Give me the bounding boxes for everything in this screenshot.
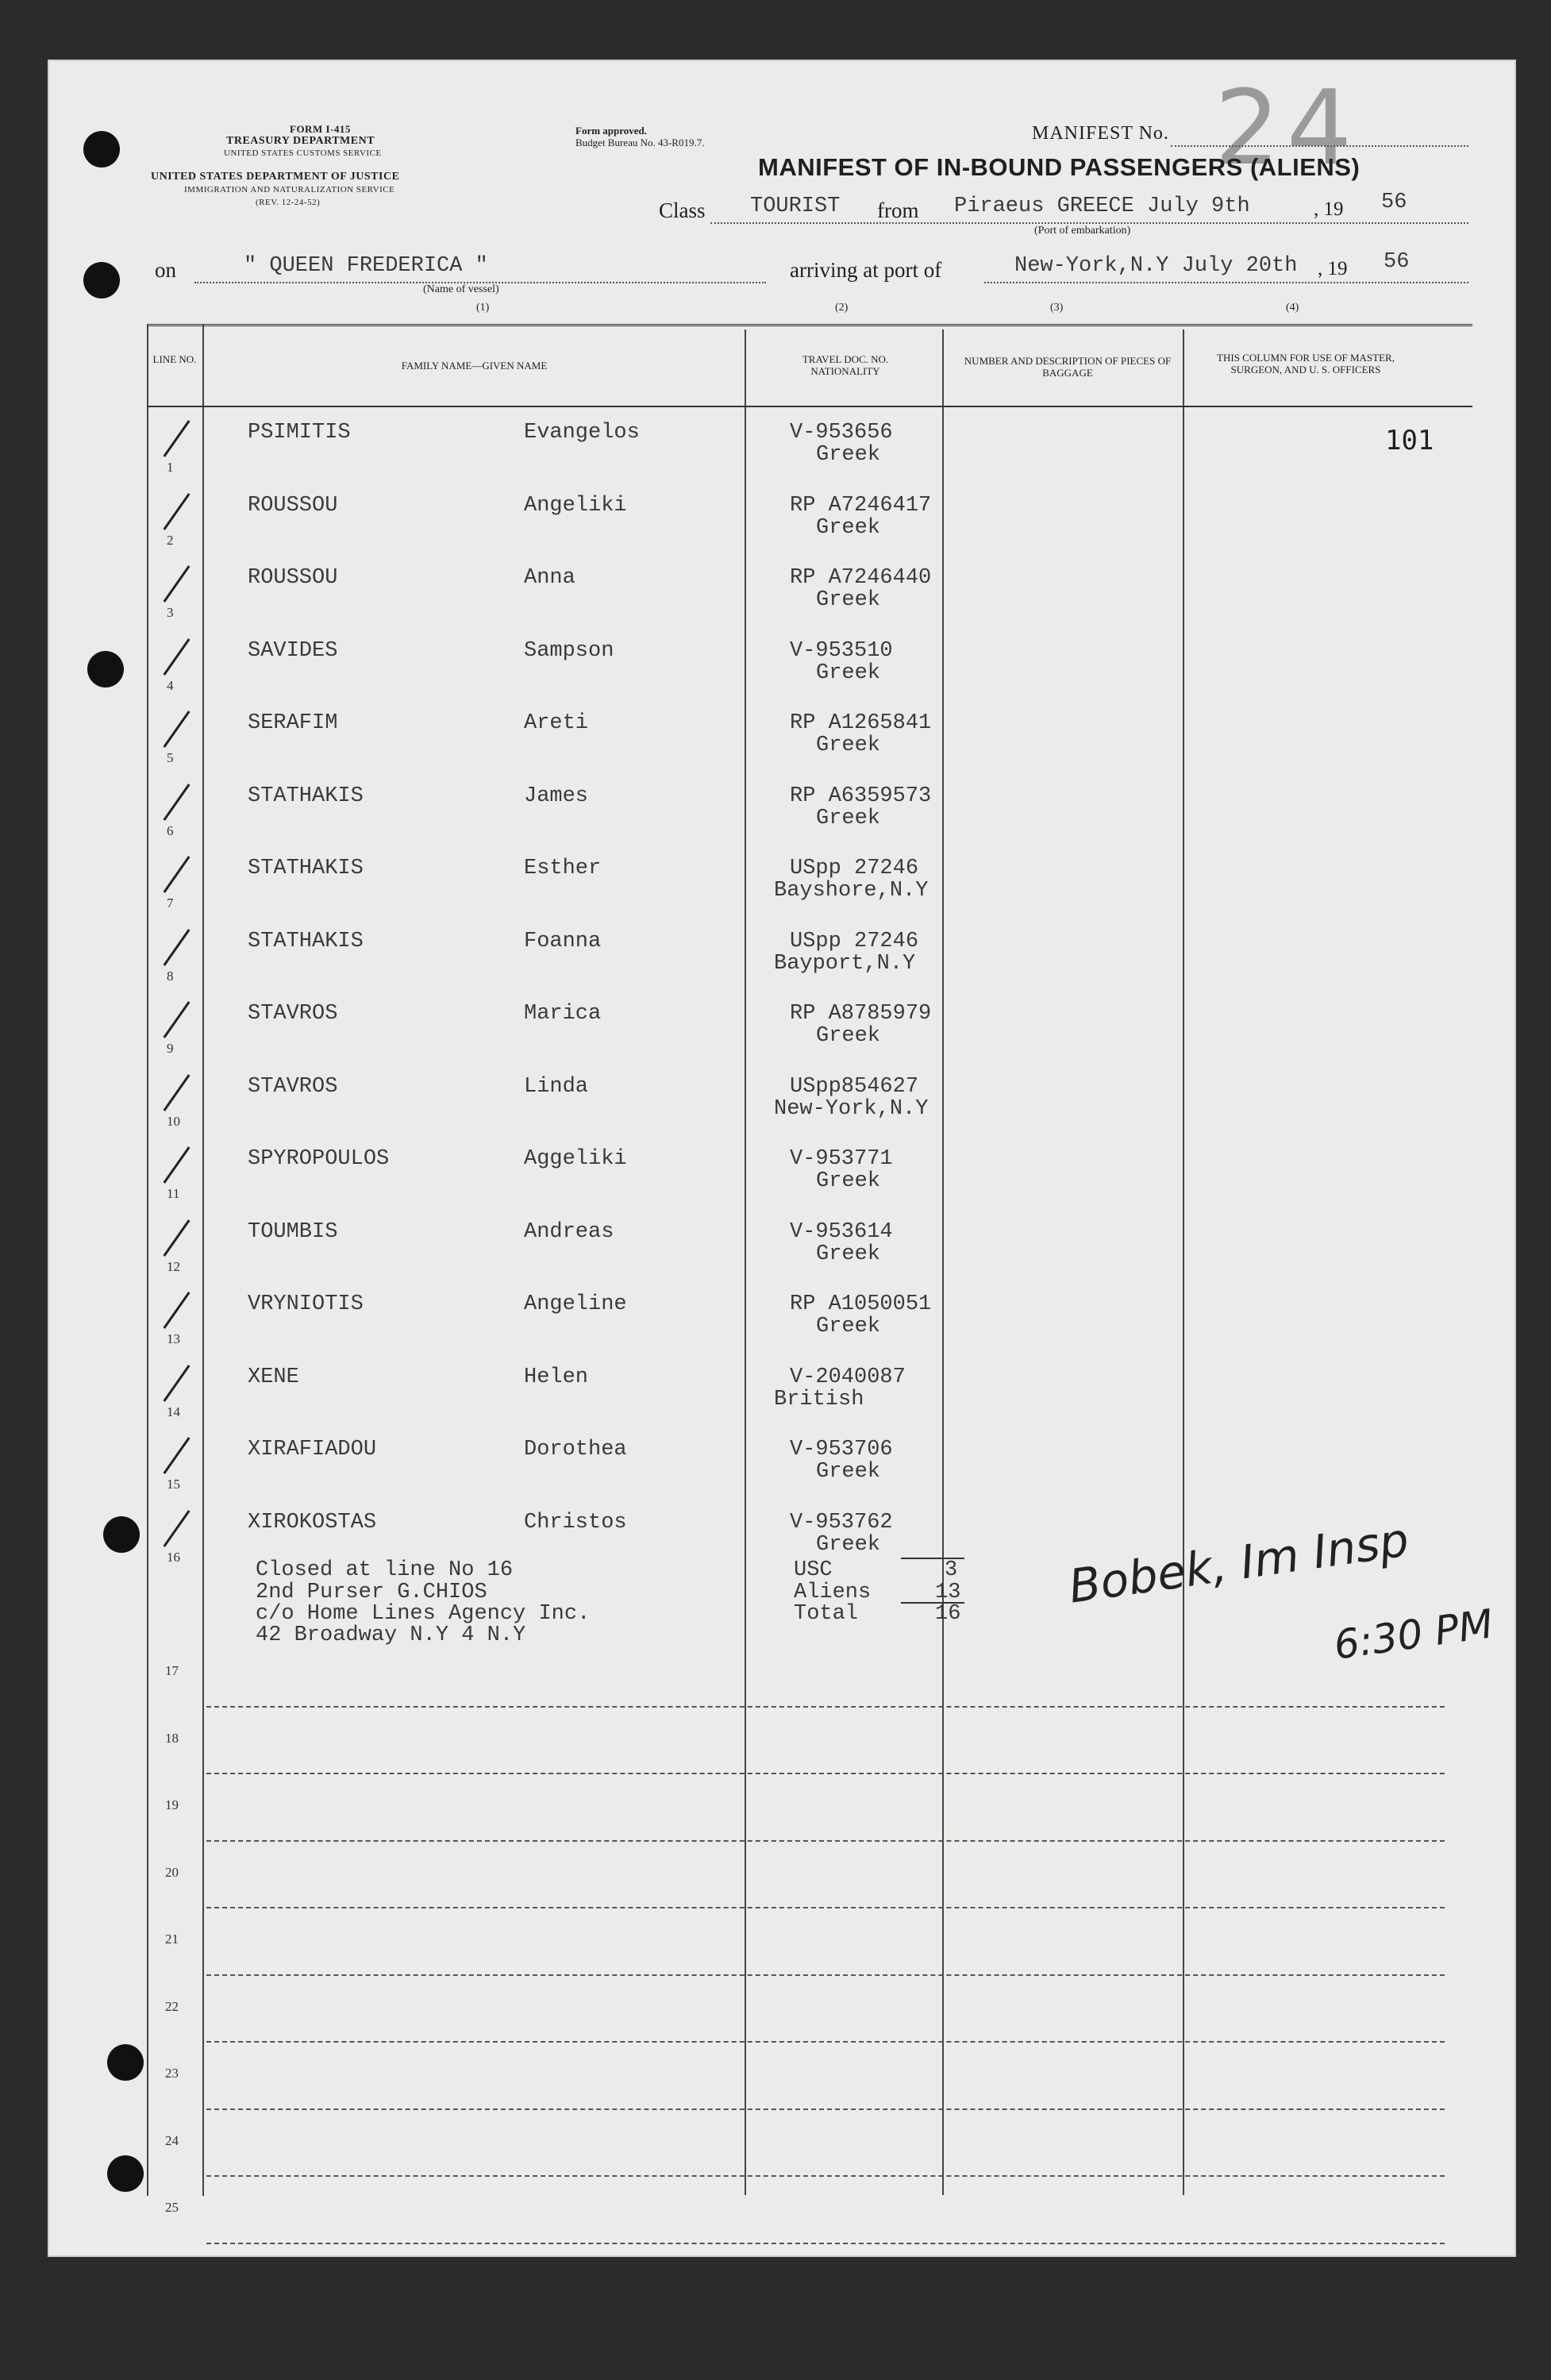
given-name: Esther (524, 857, 602, 880)
given-name: Dorothea (524, 1438, 627, 1462)
totals-rule (901, 1558, 964, 1559)
arrival-underline (984, 282, 1468, 283)
family-name: VRYNIOTIS (248, 1292, 364, 1316)
col-num-2: (2) (835, 302, 849, 314)
row-rule (206, 1840, 1445, 1842)
row-rule (206, 2175, 1445, 2177)
nationality: Greek (816, 660, 881, 685)
on-label: on (155, 258, 176, 282)
row-rule (206, 2041, 1445, 2043)
total-value: 3 (945, 1558, 958, 1582)
given-name: Angeline (524, 1292, 627, 1316)
travel-doc: V-2040087 (790, 1365, 906, 1389)
closing-line: 42 Broadway N.Y 4 N.Y (256, 1623, 526, 1647)
nationality: Bayport,N.Y (774, 951, 916, 976)
check-mark (163, 493, 190, 530)
line-number: 8 (167, 968, 174, 984)
travel-doc: V-953656 (790, 421, 893, 445)
line-number: 12 (167, 1258, 180, 1274)
nationality: Greek (816, 1024, 881, 1048)
form-number: FORM I-415 (290, 123, 351, 135)
line-number: 17 (165, 1663, 179, 1678)
col-head-line: LINE NO. (152, 353, 197, 365)
family-name: SAVIDES (248, 638, 338, 663)
punch-hole (87, 651, 124, 687)
line-number: 16 (167, 1549, 180, 1565)
justice-dept: UNITED STATES DEPARTMENT OF JUSTICE (151, 171, 400, 183)
family-name: PSIMITIS (248, 421, 351, 445)
manifest-sheet (48, 60, 1516, 2257)
row-rule (206, 1773, 1445, 1774)
travel-doc: RP A6359573 (790, 784, 932, 808)
given-name: Aggeliki (524, 1147, 627, 1171)
vessel-name: " QUEEN FREDERICA " (244, 254, 488, 278)
line-number: 13 (167, 1331, 180, 1346)
nationality: Bayshore,N.Y (774, 879, 929, 903)
given-name: Andreas (524, 1219, 614, 1244)
given-name: Foanna (524, 929, 602, 953)
line-number: 5 (167, 750, 174, 765)
family-name: XENE (248, 1365, 299, 1389)
port-caption: (Port of embarkation) (1034, 225, 1131, 237)
check-mark (163, 856, 190, 893)
punch-hole (83, 131, 120, 168)
punch-hole (103, 1516, 140, 1553)
total-label: USC (794, 1558, 833, 1582)
line-number: 14 (167, 1404, 180, 1419)
row-rule (206, 2243, 1445, 2244)
check-mark (163, 711, 190, 748)
vessel-caption: (Name of vessel) (423, 283, 499, 295)
line-number: 4 (167, 677, 174, 693)
family-name: TOUMBIS (248, 1219, 338, 1244)
check-mark (163, 565, 190, 603)
closing-line: c/o Home Lines Agency Inc. (256, 1602, 591, 1626)
totals-rule (901, 1602, 964, 1604)
travel-doc: USpp854627 (790, 1074, 919, 1099)
name-col-divider (745, 329, 746, 2195)
line-number: 21 (165, 1931, 179, 1947)
given-name: Angeliki (524, 493, 627, 518)
travel-doc: V-953706 (790, 1438, 893, 1462)
line-number: 9 (167, 1041, 174, 1056)
col-head-officers: THIS COLUMN FOR USE OF MASTER, SURGEON, AND U. S. OFFICERS (1217, 352, 1395, 375)
closing-line: 2nd Purser G.CHIOS (256, 1581, 487, 1604)
manifest-no-underline (1171, 145, 1468, 147)
col-num-1: (1) (476, 302, 490, 314)
line-number: 22 (165, 1998, 179, 2014)
travel-doc: RP A7246440 (790, 566, 932, 590)
manifest-title: MANIFEST OF IN-BOUND PASSENGERS (ALIENS) (758, 153, 1360, 181)
nationality: Greek (816, 1242, 881, 1266)
travel-doc: RP A8785979 (790, 1002, 932, 1026)
doc-col-divider (942, 329, 944, 2195)
class-label: Class (659, 198, 706, 222)
table-top-rule (147, 324, 1472, 326)
punch-hole (83, 262, 120, 298)
given-name: Anna (524, 566, 575, 590)
customs-service: UNITED STATES CUSTOMS SERVICE (224, 148, 382, 158)
ins-service: IMMIGRATION AND NATURALIZATION SERVICE (184, 185, 395, 194)
check-mark (163, 1001, 190, 1038)
travel-doc: USpp 27246 (790, 929, 919, 953)
nationality: Greek (816, 734, 881, 757)
arrival-port: New-York,N.Y July 20th (1014, 254, 1298, 278)
check-mark (163, 1146, 190, 1184)
col-num-4: (4) (1286, 302, 1299, 314)
travel-doc: USpp 27246 (790, 857, 919, 880)
punch-hole (107, 2044, 144, 2081)
row-rule (206, 1974, 1445, 1976)
line-number: 3 (167, 605, 174, 620)
family-name: ROUSSOU (248, 566, 338, 590)
line-number: 15 (167, 1477, 180, 1492)
nationality: Greek (816, 1532, 881, 1557)
total-value: 13 (935, 1581, 961, 1604)
manifest-no: 24 (1214, 67, 1359, 188)
family-name: STAVROS (248, 1002, 338, 1026)
nationality: Greek (816, 1460, 881, 1484)
year-value: 56 (1381, 191, 1407, 214)
travel-doc: V-953762 (790, 1510, 893, 1535)
given-name: James (524, 784, 589, 808)
line-number: 1 (167, 460, 174, 475)
row-rule (206, 1907, 1445, 1908)
family-name: XIROKOSTAS (248, 1510, 377, 1535)
col-head-baggage: NUMBER AND DESCRIPTION OF PIECES OF BAGGAGE (964, 355, 1172, 379)
given-name: Evangelos (524, 421, 640, 445)
line-number: 18 (165, 1730, 179, 1746)
class-underline (710, 222, 1468, 224)
line-number: 20 (165, 1864, 179, 1880)
given-name: Linda (524, 1074, 589, 1099)
line-number: 24 (165, 2132, 179, 2148)
revision: (REV. 12-24-52) (256, 198, 321, 207)
manifest-no-label: MANIFEST No. (1032, 123, 1169, 144)
travel-doc: V-953771 (790, 1147, 893, 1171)
given-name: Marica (524, 1002, 602, 1026)
family-name: STATHAKIS (248, 784, 364, 808)
check-mark (163, 1074, 190, 1111)
total-value: 16 (935, 1602, 961, 1626)
nationality: Greek (816, 806, 881, 830)
punch-hole (107, 2155, 144, 2192)
row-rule (206, 2108, 1445, 2110)
line-col-divider (202, 324, 204, 2196)
header-bottom-rule (147, 406, 1472, 407)
check-mark (163, 638, 190, 676)
col-head-doc: TRAVEL DOC. NO. NATIONALITY (802, 353, 889, 377)
check-mark (163, 1510, 190, 1547)
family-name: SERAFIM (248, 711, 338, 735)
nationality: New-York,N.Y (774, 1096, 929, 1121)
line-number: 6 (167, 822, 174, 838)
table-left-border (147, 324, 148, 2196)
line-number: 19 (165, 1797, 179, 1812)
check-mark (163, 929, 190, 966)
budget-bureau: Budget Bureau No. 43-R019.7. (575, 137, 705, 148)
year2-value: 56 (1384, 250, 1410, 274)
travel-doc: V-953614 (790, 1219, 893, 1244)
year-prefix: , 19 (1314, 198, 1344, 220)
check-mark (163, 784, 190, 821)
travel-doc: RP A7246417 (790, 493, 932, 518)
from-label: from (877, 198, 919, 222)
total-label: Aliens (794, 1581, 872, 1604)
col-num-3: (3) (1050, 302, 1064, 314)
closing-line: Closed at line No 16 (256, 1558, 514, 1582)
travel-doc: RP A1050051 (790, 1292, 932, 1316)
family-name: ROUSSOU (248, 493, 338, 518)
line-number: 25 (165, 2200, 179, 2215)
travel-doc: V-953510 (790, 638, 893, 663)
class-value: TOURIST (750, 194, 841, 218)
col-head-name: FAMILY NAME—GIVEN NAME (401, 360, 548, 372)
given-name: Sampson (524, 638, 614, 663)
check-mark (163, 1437, 190, 1474)
nationality: Greek (816, 1169, 881, 1193)
family-name: SPYROPOULOS (248, 1147, 390, 1171)
given-name: Christos (524, 1510, 627, 1535)
line-number: 2 (167, 532, 174, 548)
treasury-dept: TREASURY DEPARTMENT (226, 135, 375, 147)
form-approved: Form approved. (575, 125, 648, 137)
nationality: British (774, 1387, 864, 1411)
year2-prefix: , 19 (1318, 258, 1348, 279)
nationality: Greek (816, 588, 881, 612)
total-label: Total (794, 1602, 859, 1626)
nationality: Greek (816, 515, 881, 540)
line-number: 11 (167, 1186, 180, 1201)
given-name: Helen (524, 1365, 589, 1389)
check-mark (163, 1219, 190, 1257)
check-mark (163, 420, 190, 457)
given-name: Areti (524, 711, 589, 735)
check-mark (163, 1292, 190, 1329)
family-name: XIRAFIADOU (248, 1438, 377, 1462)
line-number: 23 (165, 2066, 179, 2081)
family-name: STATHAKIS (248, 929, 364, 953)
side-note: 101 (1385, 425, 1434, 456)
inspection-time: 6:30 PM (1330, 1600, 1496, 1669)
nationality: Greek (816, 443, 881, 467)
nationality: Greek (816, 1315, 881, 1338)
baggage-col-divider (1183, 329, 1184, 2195)
line-number: 10 (167, 1113, 180, 1129)
row-rule (206, 1706, 1445, 1708)
arriving-label: arriving at port of (790, 258, 942, 282)
travel-doc: RP A1265841 (790, 711, 932, 735)
family-name: STAVROS (248, 1074, 338, 1099)
line-number: 7 (167, 895, 174, 911)
family-name: STATHAKIS (248, 857, 364, 880)
check-mark (163, 1365, 190, 1402)
from-value: Piraeus GREECE July 9th (954, 194, 1250, 218)
inspector-signature: Bobek, Im Insp (1065, 1512, 1412, 1614)
